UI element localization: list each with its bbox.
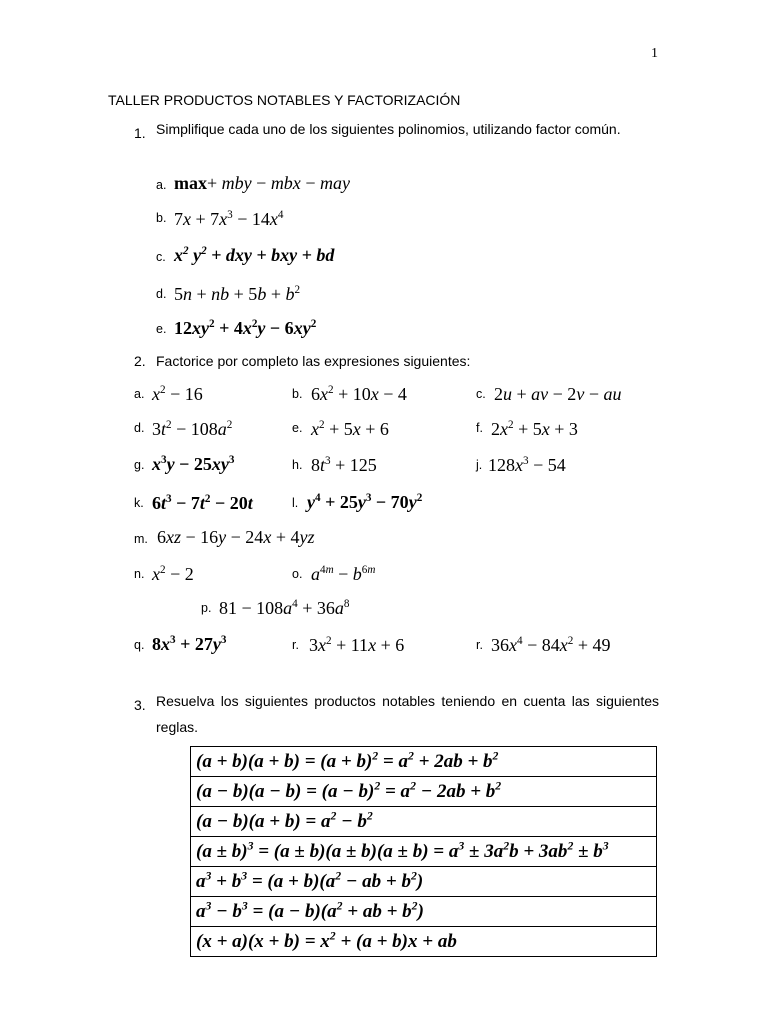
q2-label-c: c. xyxy=(476,387,486,401)
q1-number: 1. xyxy=(134,125,146,141)
rule-cube: $(a \pm b)^3 = (a \pm b)(a \pm b)(a \pm b) = a^3 \pm 3a^2b + 3ab^2 \pm b^3$ xyxy=(191,837,657,867)
rule-row xyxy=(191,837,657,867)
q2-label-k: k. xyxy=(134,496,144,510)
rule-row xyxy=(191,777,657,807)
q2-label-h: h. xyxy=(292,458,303,472)
q3-number: 3. xyxy=(134,697,146,713)
rule-row xyxy=(191,867,657,897)
q2-expr-r1: $3x^2 + 11x + 6$ xyxy=(309,635,405,655)
q2-label-a: a. xyxy=(134,387,145,401)
q2-text: Factorice por completo las expresiones siguientes: xyxy=(156,353,471,369)
q2-expr-e: $x^2 + 5x + 6$ xyxy=(311,419,389,439)
q1-label-e: e. xyxy=(156,322,167,336)
q1-expr-e: $12xy^2 + 4x^2y - 6xy^2$ xyxy=(174,318,317,338)
rule-square-difference: $(a - b)(a - b) = (a - b)^2 = a^2 - 2ab + b^2$ xyxy=(191,777,657,807)
q2-number: 2. xyxy=(134,353,146,369)
q2-expr-j: $128x^3 - 54$ xyxy=(488,455,566,475)
rule-difference-of-cubes: $a^3 - b^3 = (a - b)(a^2$ + ab + $b^2$) xyxy=(191,897,657,927)
q2-expr-b: $6x^2 + 10x - 4$ xyxy=(311,384,407,404)
q2-label-m: m. xyxy=(134,532,148,546)
q2-label-j: j. xyxy=(476,458,483,472)
q2-expr-m: 6xz − 16y − 24x + 4yz xyxy=(157,527,315,547)
q1-label-d: d. xyxy=(156,287,167,301)
q1-expr-c: $x^2$ $y^2$ + dxy + bxy + bd xyxy=(174,245,335,265)
q2-expr-p: $81 - 108a^4 + 36a^8$ xyxy=(219,598,350,618)
q1-label-a: a. xyxy=(156,178,167,192)
q2-expr-k: $6t^3 - 7t^2 - 20t$ xyxy=(152,493,253,513)
q2-label-r1: r. xyxy=(292,638,299,652)
q2-expr-a: $x^2 - 16$ xyxy=(152,384,203,404)
q2-label-q: q. xyxy=(134,638,145,652)
rule-sum-of-cubes: $a^3 + b^3 = (a + b)(a^2$ − ab + $b^2$) xyxy=(191,867,657,897)
rule-row xyxy=(191,927,657,957)
q2-expr-c: 2u + av − 2v − au xyxy=(494,384,622,404)
q2-expr-l: $y^4 + 25y^3 - 70y^2$ xyxy=(307,492,423,512)
q1-expr-d: 5n + nb + $5b + b^2$ xyxy=(174,284,301,304)
page-number: 1 xyxy=(651,46,658,61)
q1-expr-b: $7x + 7x^3 - 14x^4$ xyxy=(174,209,284,229)
q2-label-g: g. xyxy=(134,458,145,472)
q1-expr-a: max+ mby − mbx − may xyxy=(174,173,350,193)
q1-label-b: b. xyxy=(156,211,167,225)
q2-expr-n: $x^2 - 2$ xyxy=(152,564,194,584)
page-title: TALLER PRODUCTOS NOTABLES Y FACTORIZACIÓN xyxy=(108,92,461,108)
q2-expr-q: $8x^3 + 27y^3$ xyxy=(152,634,227,654)
rule-row xyxy=(191,897,657,927)
q2-expr-g: $x^3y - 25xy^3$ xyxy=(152,454,235,474)
rule-row xyxy=(191,747,657,777)
q2-expr-r2: $36x^4 - 84x^2 + 49$ xyxy=(491,635,611,655)
q2-label-r2: r. xyxy=(476,638,483,652)
q1-text: Simplifique cada uno de los siguientes polinomios, utilizando factor común. xyxy=(156,121,621,137)
q2-label-f: f. xyxy=(476,421,483,435)
q2-expr-h: $8t^3 + 125$ xyxy=(311,455,377,475)
q2-expr-o: $a^{4m} - b^{6m}$ xyxy=(311,564,376,584)
q3-text: Resuelva los siguientes productos notables teniendo en cuenta las siguientes reglas. xyxy=(156,693,659,735)
rule-square-sum: $(a + b)(a + b) = (a + b)^2 = a^2 + 2ab + b^2$ xyxy=(191,747,657,777)
q2-label-n: n. xyxy=(134,567,145,581)
q2-expr-d: $3t^2 - 108a^2$ xyxy=(152,419,233,439)
rule-row xyxy=(191,807,657,837)
q1-label-c: c. xyxy=(156,250,166,264)
q2-label-l: l. xyxy=(292,496,299,510)
q2-expr-f: $2x^2 + 5x + 3$ xyxy=(491,419,578,439)
q2-label-b: b. xyxy=(292,387,303,401)
rules-table xyxy=(190,746,657,957)
rule-difference-of-squares: $(a - b)(a + b) = a^2 - b^2$ xyxy=(191,807,657,837)
rule-binomial-common-term: $(x + a)(x + b) = x^2 + (a + b)x$ + ab xyxy=(191,927,657,957)
q2-label-e: e. xyxy=(292,421,303,435)
q2-label-p: p. xyxy=(201,601,212,615)
q2-label-o: o. xyxy=(292,567,303,581)
q2-label-d: d. xyxy=(134,421,145,435)
